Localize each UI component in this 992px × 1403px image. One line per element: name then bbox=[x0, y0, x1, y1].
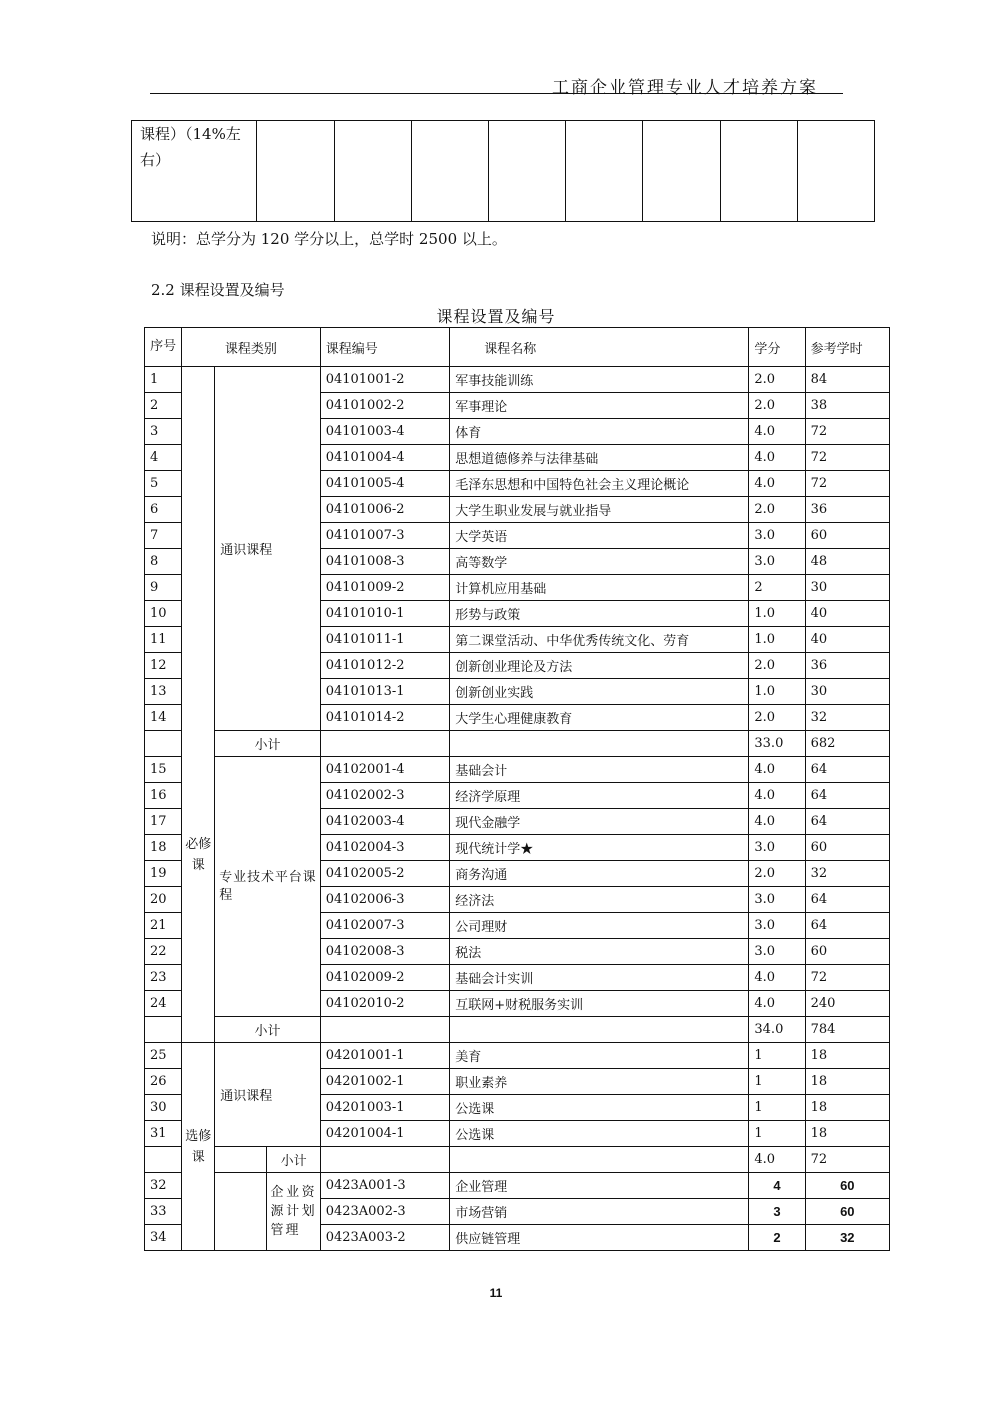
course-code: 04102007-3 bbox=[320, 913, 450, 939]
course-credit: 3.0 bbox=[749, 523, 805, 549]
course-code: 04102006-3 bbox=[320, 887, 450, 913]
ratio-table-cell bbox=[643, 121, 720, 222]
course-seq: 3 bbox=[145, 419, 182, 445]
course-hours: 18 bbox=[805, 1069, 889, 1095]
course-seq: 16 bbox=[145, 783, 182, 809]
course-credit: 4.0 bbox=[749, 965, 805, 991]
ratio-table-cell bbox=[257, 121, 334, 222]
course-hours: 32 bbox=[805, 705, 889, 731]
subtotal-credit: 4.0 bbox=[749, 1147, 805, 1173]
group-elective: 选修课 bbox=[182, 1043, 215, 1251]
ratio-table-cell bbox=[488, 121, 565, 222]
course-name: 基础会计 bbox=[450, 757, 749, 783]
header-name: 课程名称 bbox=[450, 328, 749, 367]
course-code: 04101004-4 bbox=[320, 445, 450, 471]
course-name: 高等数学 bbox=[450, 549, 749, 575]
ratio-table-cell: 课程）（14%左右） bbox=[132, 121, 257, 222]
course-code: 04101008-3 bbox=[320, 549, 450, 575]
course-code: 04102002-3 bbox=[320, 783, 450, 809]
course-name: 体育 bbox=[450, 419, 749, 445]
blank-cell bbox=[320, 731, 450, 757]
course-credit: 2.0 bbox=[749, 861, 805, 887]
course-name: 企业管理 bbox=[450, 1173, 749, 1199]
course-credit: 4.0 bbox=[749, 809, 805, 835]
course-hours: 60 bbox=[805, 835, 889, 861]
blank-cell bbox=[145, 1017, 182, 1043]
course-name: 公选课 bbox=[450, 1121, 749, 1147]
course-hours: 36 bbox=[805, 497, 889, 523]
course-seq: 30 bbox=[145, 1095, 182, 1121]
course-code: 04101011-1 bbox=[320, 627, 450, 653]
course-credit: 3.0 bbox=[749, 913, 805, 939]
course-hours: 36 bbox=[805, 653, 889, 679]
course-name: 税法 bbox=[450, 939, 749, 965]
course-seq: 10 bbox=[145, 601, 182, 627]
subcategory-professional: 专业技术平台课程 bbox=[215, 757, 320, 1017]
course-code: 04101002-2 bbox=[320, 393, 450, 419]
course-code: 04101006-2 bbox=[320, 497, 450, 523]
subcategory-erp: 企业资源计划管理 bbox=[267, 1173, 320, 1251]
ratio-table-cell bbox=[720, 121, 797, 222]
course-credit: 3.0 bbox=[749, 939, 805, 965]
course-code: 0423A002-3 bbox=[320, 1199, 450, 1225]
course-credit: 2.0 bbox=[749, 705, 805, 731]
course-credit: 1 bbox=[749, 1069, 805, 1095]
course-hours: 240 bbox=[805, 991, 889, 1017]
course-row bbox=[145, 1043, 890, 1069]
subtotal-hours: 784 bbox=[805, 1017, 889, 1043]
course-name: 市场营销 bbox=[450, 1199, 749, 1225]
course-code: 04102008-3 bbox=[320, 939, 450, 965]
course-code: 04102009-2 bbox=[320, 965, 450, 991]
course-code: 04102001-4 bbox=[320, 757, 450, 783]
course-seq: 32 bbox=[145, 1173, 182, 1199]
subtotal-hours: 682 bbox=[805, 731, 889, 757]
ratio-table-cell bbox=[797, 121, 874, 222]
course-code: 04102003-4 bbox=[320, 809, 450, 835]
blank-cell bbox=[320, 1147, 450, 1173]
course-name: 商务沟通 bbox=[450, 861, 749, 887]
course-credit: 4.0 bbox=[749, 783, 805, 809]
course-hours: 72 bbox=[805, 419, 889, 445]
course-seq: 23 bbox=[145, 965, 182, 991]
course-seq: 5 bbox=[145, 471, 182, 497]
course-hours: 60 bbox=[805, 939, 889, 965]
course-hours: 72 bbox=[805, 965, 889, 991]
course-code: 04102005-2 bbox=[320, 861, 450, 887]
course-hours: 30 bbox=[805, 679, 889, 705]
course-hours: 64 bbox=[805, 809, 889, 835]
course-name: 公司理财 bbox=[450, 913, 749, 939]
course-credit: 1 bbox=[749, 1043, 805, 1069]
header-seq: 序号 bbox=[145, 328, 182, 367]
course-seq: 6 bbox=[145, 497, 182, 523]
course-hours: 64 bbox=[805, 913, 889, 939]
course-name: 大学生心理健康教育 bbox=[450, 705, 749, 731]
course-seq: 18 bbox=[145, 835, 182, 861]
course-name: 第二课堂活动、中华优秀传统文化、劳育 bbox=[450, 627, 749, 653]
course-hours: 60 bbox=[805, 523, 889, 549]
course-code: 04101010-1 bbox=[320, 601, 450, 627]
course-credit: 2 bbox=[749, 1225, 805, 1251]
course-seq: 14 bbox=[145, 705, 182, 731]
course-seq: 15 bbox=[145, 757, 182, 783]
course-code: 0423A001-3 bbox=[320, 1173, 450, 1199]
course-name: 现代统计学★ bbox=[450, 835, 749, 861]
credit-note: 说明：总学分为 120 学分以上，总学时 2500 以上。 bbox=[151, 230, 507, 248]
document-header-title: 工商企业管理专业人才培养方案 bbox=[552, 78, 818, 98]
blank-cell bbox=[215, 1173, 267, 1251]
course-code: 04101007-3 bbox=[320, 523, 450, 549]
ratio-table-cell bbox=[411, 121, 488, 222]
course-credit: 1 bbox=[749, 1095, 805, 1121]
course-seq: 8 bbox=[145, 549, 182, 575]
subtotal-hours: 72 bbox=[805, 1147, 889, 1173]
course-name: 职业素养 bbox=[450, 1069, 749, 1095]
course-seq: 25 bbox=[145, 1043, 182, 1069]
course-code: 04101005-4 bbox=[320, 471, 450, 497]
subtotal-credit: 33.0 bbox=[749, 731, 805, 757]
course-code: 04201004-1 bbox=[320, 1121, 450, 1147]
course-seq: 1 bbox=[145, 367, 182, 393]
course-credit: 3 bbox=[749, 1199, 805, 1225]
course-code: 0423A003-2 bbox=[320, 1225, 450, 1251]
blank-cell bbox=[450, 731, 749, 757]
course-credit: 2.0 bbox=[749, 497, 805, 523]
course-name: 大学英语 bbox=[450, 523, 749, 549]
course-hours: 64 bbox=[805, 887, 889, 913]
course-name: 互联网+财税服务实训 bbox=[450, 991, 749, 1017]
blank-cell bbox=[450, 1147, 749, 1173]
subtotal-credit: 34.0 bbox=[749, 1017, 805, 1043]
course-name: 军事技能训练 bbox=[450, 367, 749, 393]
header-rule bbox=[150, 93, 843, 94]
course-hours: 72 bbox=[805, 471, 889, 497]
course-seq: 19 bbox=[145, 861, 182, 887]
course-hours: 84 bbox=[805, 367, 889, 393]
subcategory-elective-general: 通识课程 bbox=[215, 1043, 320, 1147]
ratio-table-cell bbox=[334, 121, 411, 222]
header-hours: 参考学时 bbox=[805, 328, 889, 367]
subtotal-row bbox=[145, 1147, 890, 1173]
course-code: 04201001-1 bbox=[320, 1043, 450, 1069]
course-credit: 1 bbox=[749, 1121, 805, 1147]
course-credit: 2.0 bbox=[749, 367, 805, 393]
course-seq: 7 bbox=[145, 523, 182, 549]
course-credit: 1.0 bbox=[749, 627, 805, 653]
course-credit: 4.0 bbox=[749, 757, 805, 783]
course-code: 04101001-2 bbox=[320, 367, 450, 393]
course-credit: 4.0 bbox=[749, 419, 805, 445]
course-code: 04102010-2 bbox=[320, 991, 450, 1017]
course-seq: 9 bbox=[145, 575, 182, 601]
course-seq: 22 bbox=[145, 939, 182, 965]
course-row bbox=[145, 1173, 890, 1199]
course-name: 创新创业理论及方法 bbox=[450, 653, 749, 679]
course-code: 04101009-2 bbox=[320, 575, 450, 601]
course-hours: 30 bbox=[805, 575, 889, 601]
course-seq: 20 bbox=[145, 887, 182, 913]
course-credit: 2.0 bbox=[749, 393, 805, 419]
course-code: 04201002-1 bbox=[320, 1069, 450, 1095]
course-credit: 1.0 bbox=[749, 601, 805, 627]
course-credit: 4.0 bbox=[749, 991, 805, 1017]
course-credit: 4.0 bbox=[749, 445, 805, 471]
blank-cell bbox=[320, 1017, 450, 1043]
table-caption: 课程设置及编号 bbox=[436, 307, 556, 326]
blank-cell bbox=[215, 1147, 267, 1173]
course-hours: 60 bbox=[805, 1173, 889, 1199]
page-number: 11 bbox=[489, 1286, 503, 1300]
header-category: 课程类别 bbox=[182, 328, 321, 367]
course-name: 供应链管理 bbox=[450, 1225, 749, 1251]
course-seq: 24 bbox=[145, 991, 182, 1017]
course-hours: 32 bbox=[805, 861, 889, 887]
course-name: 现代金融学 bbox=[450, 809, 749, 835]
course-table bbox=[144, 327, 890, 1251]
course-credit: 1.0 bbox=[749, 679, 805, 705]
course-name: 形势与政策 bbox=[450, 601, 749, 627]
course-seq: 34 bbox=[145, 1225, 182, 1251]
ratio-table-cell bbox=[566, 121, 643, 222]
header-credit: 学分 bbox=[749, 328, 805, 367]
course-code: 04101013-1 bbox=[320, 679, 450, 705]
course-hours: 40 bbox=[805, 601, 889, 627]
subtotal-row bbox=[145, 1017, 890, 1043]
course-seq: 26 bbox=[145, 1069, 182, 1095]
course-hours: 48 bbox=[805, 549, 889, 575]
course-seq: 11 bbox=[145, 627, 182, 653]
course-code: 04101012-2 bbox=[320, 653, 450, 679]
course-hours: 64 bbox=[805, 757, 889, 783]
course-seq: 4 bbox=[145, 445, 182, 471]
course-seq: 33 bbox=[145, 1199, 182, 1225]
subtotal-label: 小计 bbox=[215, 731, 320, 757]
course-hours: 72 bbox=[805, 445, 889, 471]
blank-cell bbox=[145, 1147, 182, 1173]
course-name: 美育 bbox=[450, 1043, 749, 1069]
course-name: 思想道德修养与法律基础 bbox=[450, 445, 749, 471]
course-code: 04101014-2 bbox=[320, 705, 450, 731]
course-seq: 13 bbox=[145, 679, 182, 705]
course-name: 基础会计实训 bbox=[450, 965, 749, 991]
course-name: 毛泽东思想和中国特色社会主义理论概论 bbox=[450, 471, 749, 497]
course-hours: 40 bbox=[805, 627, 889, 653]
course-seq: 12 bbox=[145, 653, 182, 679]
subtotal-row bbox=[145, 731, 890, 757]
course-code: 04102004-3 bbox=[320, 835, 450, 861]
course-credit: 3.0 bbox=[749, 887, 805, 913]
course-credit: 2 bbox=[749, 575, 805, 601]
course-credit: 3.0 bbox=[749, 835, 805, 861]
course-credit: 3.0 bbox=[749, 549, 805, 575]
course-hours: 18 bbox=[805, 1043, 889, 1069]
ratio-table-continued bbox=[131, 120, 875, 222]
blank-cell bbox=[450, 1017, 749, 1043]
course-code: 04201003-1 bbox=[320, 1095, 450, 1121]
course-hours: 64 bbox=[805, 783, 889, 809]
course-name: 军事理论 bbox=[450, 393, 749, 419]
course-row bbox=[145, 757, 890, 783]
course-seq: 17 bbox=[145, 809, 182, 835]
course-name: 经济学原理 bbox=[450, 783, 749, 809]
course-code: 04101003-4 bbox=[320, 419, 450, 445]
group-required: 必修课 bbox=[182, 367, 215, 1043]
course-hours: 32 bbox=[805, 1225, 889, 1251]
course-row bbox=[145, 367, 890, 393]
course-seq: 31 bbox=[145, 1121, 182, 1147]
course-seq: 2 bbox=[145, 393, 182, 419]
course-credit: 4 bbox=[749, 1173, 805, 1199]
course-hours: 60 bbox=[805, 1199, 889, 1225]
subtotal-label: 小计 bbox=[267, 1147, 320, 1173]
subtotal-label: 小计 bbox=[215, 1017, 320, 1043]
course-name: 公选课 bbox=[450, 1095, 749, 1121]
course-credit: 2.0 bbox=[749, 653, 805, 679]
blank-cell bbox=[145, 731, 182, 757]
course-hours: 38 bbox=[805, 393, 889, 419]
header-code: 课程编号 bbox=[320, 328, 450, 367]
course-name: 创新创业实践 bbox=[450, 679, 749, 705]
subcategory-general: 通识课程 bbox=[215, 367, 320, 731]
section-heading: 2.2 课程设置及编号 bbox=[151, 281, 285, 299]
course-name: 经济法 bbox=[450, 887, 749, 913]
course-seq: 21 bbox=[145, 913, 182, 939]
course-credit: 4.0 bbox=[749, 471, 805, 497]
course-hours: 18 bbox=[805, 1095, 889, 1121]
course-name: 计算机应用基础 bbox=[450, 575, 749, 601]
course-hours: 18 bbox=[805, 1121, 889, 1147]
course-name: 大学生职业发展与就业指导 bbox=[450, 497, 749, 523]
